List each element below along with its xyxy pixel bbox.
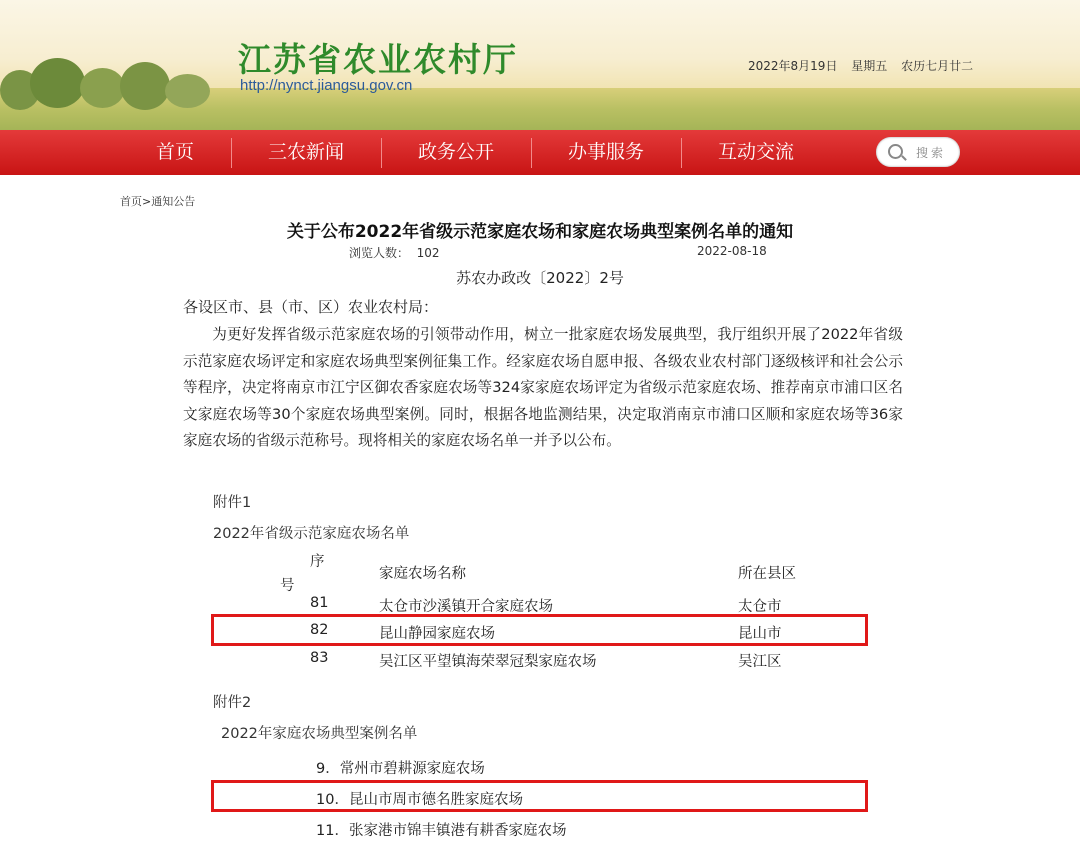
attachment2-label: 附件2 bbox=[213, 695, 252, 711]
table-row-name: 吴江区平望镇海荣翠冠梨家庭农场 bbox=[379, 654, 597, 670]
attachment1-label: 附件1 bbox=[213, 495, 252, 511]
article-body: 为更好发挥省级示范家庭农场的引领带动作用，树立一批家庭农场发展典型，我厅组织开展了2022年省级示范家庭农场评定和家庭农场典型案例征集工作。经家庭农场自愿申报、各级农业农村部门逐级核评和社会公示等程序，决定将南京市江宁区御农香家庭农场等324家家庭农场评定为省级示范家庭农场、推荐南京市浦口区名文家庭农场等30个家庭农场典型案例。同时，根据各地监测结果，决定取消南京市浦口区顺和家庭农场等36家家庭农场的省级示范称号。现将相关的家庭农场名单一并予以公布。 bbox=[183, 326, 903, 449]
article-title: 关于公布2022年省级示范家庭农场和家庭农场典型案例名单的通知 bbox=[286, 222, 794, 242]
view-count bbox=[349, 244, 440, 261]
table-header-no: 序 bbox=[310, 554, 325, 570]
document-number: 苏农办政改〔2022〕2号 bbox=[456, 269, 624, 287]
table-row-no: 81 bbox=[310, 595, 329, 611]
nav-item-gov-affairs[interactable]: 政务公开 bbox=[417, 141, 494, 163]
list-item: 10．昆山市周市德名胜家庭农场 bbox=[316, 792, 523, 808]
current-weekday: 星期五 bbox=[851, 59, 888, 73]
site-url[interactable]: http://nynct.jiangsu.gov.cn bbox=[240, 77, 413, 94]
breadcrumb-home[interactable]: 首页 bbox=[120, 195, 142, 208]
view-count-value: 102 bbox=[416, 246, 440, 260]
search-box[interactable] bbox=[876, 137, 960, 167]
table-header-no: 号 bbox=[280, 578, 295, 594]
breadcrumb-section[interactable]: 通知公告 bbox=[151, 195, 196, 208]
site-title[interactable]: 江苏省农业农村厅 bbox=[238, 40, 518, 79]
table-row-county: 昆山市 bbox=[738, 626, 782, 642]
table-header-name: 家庭农场名称 bbox=[379, 566, 466, 582]
list-item: 9．常州市碧耕源家庭农场 bbox=[316, 761, 485, 777]
nav-item-news[interactable]: 三农新闻 bbox=[267, 141, 344, 163]
table-row-no: 83 bbox=[310, 650, 329, 666]
publish-date: 2022-08-18 bbox=[697, 244, 767, 258]
table-row-county: 太仓市 bbox=[738, 599, 782, 615]
table-row-name: 太仓市沙溪镇开合家庭农场 bbox=[379, 599, 553, 615]
search-icon[interactable] bbox=[888, 144, 903, 159]
site-header bbox=[0, 0, 1080, 130]
list-item: 11．张家港市锦丰镇港有耕香家庭农场 bbox=[316, 823, 567, 839]
nav-item-home[interactable]: 首页 bbox=[155, 141, 194, 163]
breadcrumb-separator: > bbox=[142, 195, 152, 208]
nav-item-services[interactable]: 办事服务 bbox=[567, 141, 644, 163]
attachment2-title: 2022年家庭农场典型案例名单 bbox=[221, 726, 418, 742]
view-count-label: 浏览人数： bbox=[349, 246, 410, 260]
trees-decoration bbox=[0, 40, 230, 110]
table-header-county: 所在县区 bbox=[738, 566, 796, 582]
nav-item-interaction[interactable]: 互动交流 bbox=[717, 141, 794, 163]
attachment1-title: 2022年省级示范家庭农场名单 bbox=[213, 526, 410, 542]
salutation: 各设区市、县（市、区）农业农村局： bbox=[183, 298, 439, 316]
highlight-box-row-82 bbox=[211, 614, 868, 646]
table-row-name: 昆山静园家庭农场 bbox=[379, 626, 495, 642]
highlight-box-case-10 bbox=[211, 780, 868, 812]
date-line bbox=[748, 57, 983, 74]
current-date: 2022年8月19日 bbox=[748, 59, 838, 73]
lunar-date: 农历七月廿二 bbox=[901, 59, 974, 73]
search-placeholder: 搜索 bbox=[916, 146, 947, 160]
table-row-no: 82 bbox=[310, 622, 329, 638]
table-row-county: 吴江区 bbox=[738, 654, 782, 670]
breadcrumb bbox=[120, 193, 195, 209]
